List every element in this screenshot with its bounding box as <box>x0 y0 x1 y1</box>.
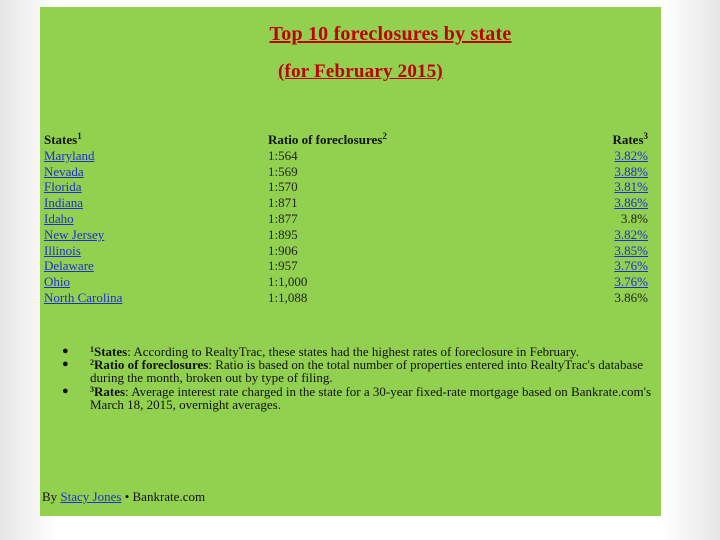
bullet-icon: ● <box>62 345 69 357</box>
state-link[interactable]: Illinois <box>44 242 81 258</box>
ratio-value: 1:1,000 <box>268 274 308 290</box>
bullet-icon: ● <box>62 358 69 371</box>
rate-link[interactable]: 3.82% <box>614 147 648 163</box>
state-link[interactable]: Idaho <box>44 210 74 226</box>
header-rates: Rates$^3$ <box>612 131 648 147</box>
state-link[interactable]: Indiana <box>44 195 83 211</box>
rate-link[interactable]: 3.86% <box>614 195 648 211</box>
footnotes-list <box>62 345 662 411</box>
ratio-value: 1:564 <box>268 147 298 163</box>
rate-link[interactable]: 3.76% <box>614 274 648 290</box>
header-states: States$^1$ <box>44 131 82 147</box>
table-header-row <box>44 132 648 148</box>
foreclosure-table <box>44 132 648 306</box>
rate-value: 3.8% <box>620 210 648 226</box>
ratio-value: 1:906 <box>268 242 298 258</box>
table-row <box>44 164 648 180</box>
rate-link[interactable]: 3.88% <box>614 163 648 179</box>
state-link[interactable]: Florida <box>44 179 82 195</box>
ratio-value: 1:871 <box>268 195 298 211</box>
table-row <box>44 243 648 259</box>
header-ratio: Ratio of foreclosures$^2$ <box>268 131 387 147</box>
table-body <box>44 148 648 306</box>
rate-link[interactable]: 3.81% <box>614 179 648 195</box>
table-row <box>44 274 648 290</box>
byline <box>42 489 205 505</box>
state-link[interactable]: North Carolina <box>44 289 123 305</box>
byline-source: Bankrate.com <box>132 489 206 504</box>
table-row <box>44 290 648 306</box>
state-link[interactable]: New Jersey <box>44 226 105 242</box>
ratio-value: 1:877 <box>268 210 298 226</box>
table-row <box>44 258 648 274</box>
table-row <box>44 179 648 195</box>
state-link[interactable]: Delaware <box>44 258 94 274</box>
page-subtitle: (for February 2015) <box>278 61 443 82</box>
rate-value: 3.86% <box>614 289 648 305</box>
content-panel <box>40 7 661 516</box>
bullet-icon: ● <box>62 384 69 397</box>
state-link[interactable]: Ohio <box>44 274 70 290</box>
author-link[interactable]: Stacy Jones <box>60 489 122 504</box>
state-link[interactable]: Nevada <box>44 163 84 179</box>
ratio-value: 1:1,088 <box>268 289 308 305</box>
byline-separator: • <box>121 489 133 504</box>
footnote-2: ● $^2$Ratio of foreclosures: Ratio is based on the total number of properties entered into RealtyTrac's database during the month, broken out by type of filing. <box>62 357 644 386</box>
ratio-value: 1:895 <box>268 226 298 242</box>
table-row <box>44 211 648 227</box>
ratio-value: 1:569 <box>268 163 298 179</box>
byline-prefix: By <box>42 489 58 504</box>
rate-link[interactable]: 3.76% <box>614 258 648 274</box>
footnote-3: ● $^3$Rates: Average interest rate charged in the state for a 30-year fixed-rate mortgage based on Bankrate.com's March 18, 2015, overnight averages. <box>62 383 652 412</box>
page-title: Top 10 foreclosures by state <box>269 23 512 45</box>
table-row <box>44 227 648 243</box>
ratio-value: 1:957 <box>268 258 298 274</box>
footnote-1: ● $^1$States: According to RealtyTrac, these states had the highest rates of foreclosure in February. <box>62 344 579 359</box>
table-row <box>44 195 648 211</box>
ratio-value: 1:570 <box>268 179 298 195</box>
rate-link[interactable]: 3.85% <box>614 242 648 258</box>
rate-link[interactable]: 3.82% <box>614 226 648 242</box>
table-row <box>44 148 648 164</box>
state-link[interactable]: Maryland <box>44 147 95 163</box>
